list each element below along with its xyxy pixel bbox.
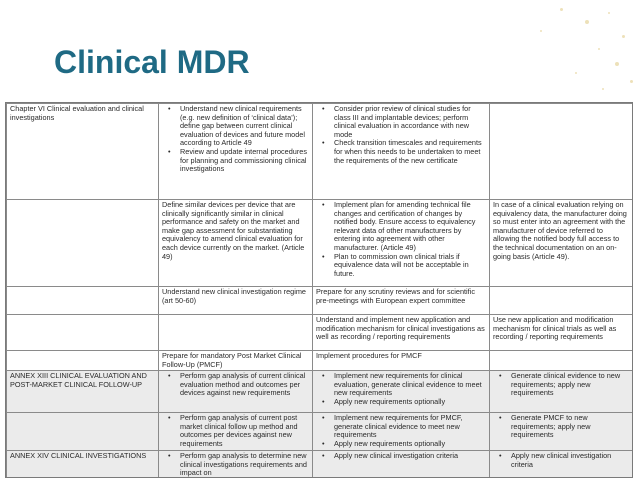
requirements-table xyxy=(5,102,633,478)
table-row xyxy=(7,104,633,200)
page-title: Clinical MDR xyxy=(54,44,250,80)
table-row xyxy=(7,287,633,315)
bullet-item: • Review and update internal procedures for planning and commissioning clinical investigations xyxy=(162,148,309,174)
gap-analysis-cell xyxy=(159,371,313,413)
bullet-item: • Perform gap analysis of current post market clinical follow up method and outcomes per devices against new requirements xyxy=(162,414,309,448)
table-row xyxy=(7,200,633,287)
compliance-cell xyxy=(490,413,633,451)
gap-analysis-cell: Define similar devices per device that are clinically significantly similar in clinical performance and safety on the market and make gap assessment for substantiating equivalency to amend clinical evaluation for each device currently on the market. (Article 49) xyxy=(159,200,313,287)
implementation-cell xyxy=(313,451,490,478)
bullet-item: • Check transition timescales and requirements for when this needs to be undertaken to meet the requirements of the new certificate xyxy=(316,139,486,165)
gap-analysis-cell xyxy=(159,451,313,478)
compliance-cell: Use new application and modification mechanism for clinical trials as well as recording / reporting requirements xyxy=(490,315,633,351)
bullet-item: • Apply new requirements optionally xyxy=(316,440,486,449)
gap-analysis-cell xyxy=(159,104,313,200)
table-row xyxy=(7,451,633,478)
section-cell xyxy=(7,315,159,351)
section-cell: ANNEX XIV CLINICAL INVESTIGATIONS xyxy=(7,451,159,478)
section-cell xyxy=(7,287,159,315)
gap-analysis-cell xyxy=(159,413,313,451)
bullet-item: • Apply new clinical investigation criteria xyxy=(493,452,629,469)
section-cell xyxy=(7,200,159,287)
gap-analysis-cell xyxy=(159,315,313,351)
implementation-cell xyxy=(313,200,490,287)
table-row xyxy=(7,413,633,451)
table-row xyxy=(7,315,633,351)
implementation-cell xyxy=(313,104,490,200)
section-cell: Chapter VI Clinical evaluation and clinical investigations xyxy=(7,104,159,200)
compliance-cell: In case of a clinical evaluation relying on equivalency data, the manufacturer doing so must enter into an agreement with the manufacturer of device referred to allowing the notified body full access to the technical documentation on an on-going basis (Article 49). xyxy=(490,200,633,287)
bullet-item: • Implement new requirements for PMCF, generate clinical evidence to meet new requirements xyxy=(316,414,486,440)
table-row xyxy=(7,351,633,371)
section-cell: ANNEX XIII CLINICAL EVALUATION AND POST-MARKET CLINICAL FOLLOW-UP xyxy=(7,371,159,413)
implementation-cell: Implement procedures for PMCF xyxy=(313,351,490,371)
gap-analysis-cell: Understand new clinical investigation regime (art 50-60) xyxy=(159,287,313,315)
bullet-item: • Perform gap analysis of current clinical evaluation method and outcomes per devices against new requirements xyxy=(162,372,309,398)
compliance-cell xyxy=(490,104,633,200)
implementation-cell xyxy=(313,413,490,451)
compliance-cell xyxy=(490,451,633,478)
bullet-item: • Implement new requirements for clinical evaluation, generate clinical evidence to meet new requirements xyxy=(316,372,486,398)
bullet-item: • Perform gap analysis to determine new clinical investigations requirements and impact on xyxy=(162,452,309,478)
bullet-item: • Apply new requirements optionally xyxy=(316,398,486,407)
gap-analysis-cell: Prepare for mandatory Post Market Clinical Follow-Up (PMCF) xyxy=(159,351,313,371)
compliance-cell xyxy=(490,287,633,315)
section-cell xyxy=(7,413,159,451)
bullet-item: • Implement plan for amending technical file changes and certification of changes by notified body. Ensure access to equivalency relevant data of other manufacturers by entering into agreement with other manufacturer. (Article 49) xyxy=(316,201,486,253)
compliance-cell xyxy=(490,351,633,371)
bullet-item: • Understand new clinical requirements (e.g. new definition of ‘clinical data’); define gap between current clinical evaluation of devices and future model according to Article 49 xyxy=(162,105,309,148)
compliance-cell xyxy=(490,371,633,413)
table-row xyxy=(7,371,633,413)
bullet-item: • Generate clinical evidence to new requirements; apply new requirements xyxy=(493,372,629,398)
implementation-cell: Understand and implement new application and modification mechanism for clinical investigations as well as recording / reporting requirements xyxy=(313,315,490,351)
implementation-cell: Prepare for any scrutiny reviews and for scientific pre-meetings with European expert committee xyxy=(313,287,490,315)
bullet-item: • Generate PMCF to new requirements; apply new requirements xyxy=(493,414,629,440)
bullet-item: • Apply new clinical investigation criteria xyxy=(316,452,486,461)
mdr-table xyxy=(6,103,633,478)
bullet-item: • Consider prior review of clinical studies for class III and implantable devices; perform clinical evaluation in accordance with new mode xyxy=(316,105,486,139)
implementation-cell xyxy=(313,371,490,413)
bullet-item: • Plan to commission own clinical trials if equivalence data will not be acceptable in future. xyxy=(316,253,486,279)
section-cell xyxy=(7,351,159,371)
